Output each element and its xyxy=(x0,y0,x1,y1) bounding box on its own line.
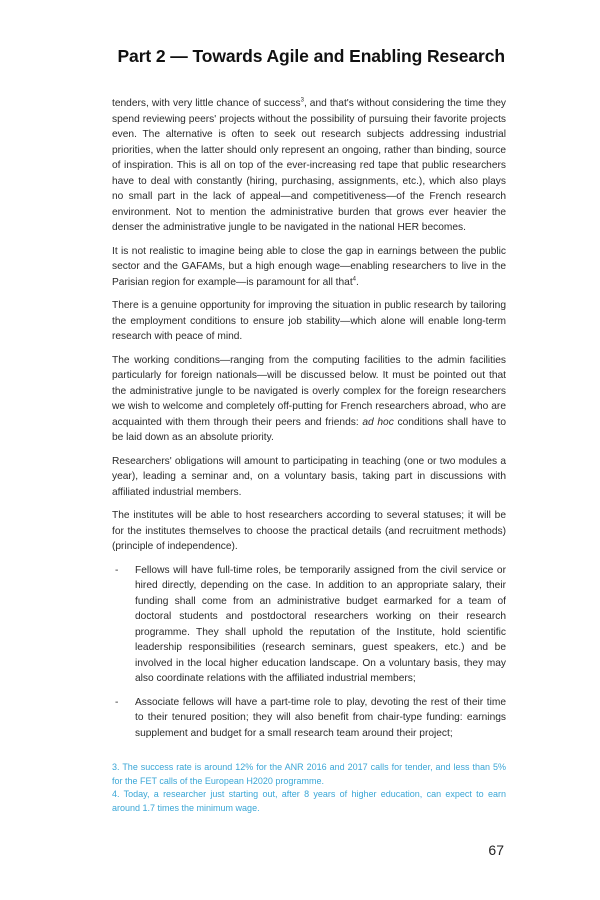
dash-bullet-icon: - xyxy=(115,696,119,708)
footnote-ref-4[interactable]: 4 xyxy=(352,276,356,283)
footnotes xyxy=(112,761,506,815)
footnote-3: 3. The success rate is around 12% for the ANR 2016 and 2017 calls for tender, and less than 5% for the FET calls of the European H2020 programme. xyxy=(112,762,506,786)
bullet-list xyxy=(112,563,506,742)
paragraph-2 xyxy=(112,244,506,291)
page-number: 67 xyxy=(488,842,504,858)
paragraph-3: There is a genuine opportunity for improving the situation in public research by tailoring the employment conditions to ensure job stability—which alone will enable long-term research with peace of mind. xyxy=(112,300,506,342)
dash-bullet-icon: - xyxy=(115,564,119,576)
paragraph-1 xyxy=(112,96,506,236)
bullet-text: Associate fellows will have a part-time role to play, devoting the rest of their time to their tenured position; they will also benefit from chair-type funding: earnings supplement and budget for a small research team around their project; xyxy=(135,696,506,739)
bullet-item-associate-fellows xyxy=(112,695,506,742)
paragraph-text: tenders, with very little chance of success xyxy=(112,98,301,109)
paragraph-text: . xyxy=(356,276,359,288)
body-text xyxy=(112,96,506,749)
paragraph-text: It is not realistic to imagine being able to close the gap in earnings between the public sector and the GAFAMs, but a high enough wage—enabling researchers to live in the Parisian region for example—is paramount for all that xyxy=(112,245,506,288)
bullet-item-fellows xyxy=(112,563,506,687)
paragraph-text: The working conditions—ranging from the computing facilities to the admin facilities particularly for foreign nationals—will be discussed below. It must be pointed out that the administrative jungle to be navigated is overly complex for the foreign researchers we wish to welcome and completely off-putting for French researchers abroad, who are acquainted with them through their peers and friends: xyxy=(112,354,506,428)
paragraph-text: , and that's without considering the time they spend reviewing peers' projects without the possibility of pursuing their favorite projects even. The alternative is often to seek out research subjects addressing industrial priorities, when the latter should only represent an ongoing, rather than binding, source of inspiration. This is all on top of the ever-increasing red tape that public researchers have to deal with constantly (hiring, purchasing, assignments, etc.), which also plays no small part in the lack of appeal—and competitiveness—of the French research environment. Not to mention the administrative burden that grows ever heavier the denser the administrative jungle to be navigated in the national HER becomes. xyxy=(112,98,507,233)
paragraph-5: Researchers' obligations will amount to participating in teaching (one or two modules a year), leading a seminar and, on a voluntary basis, taking part in discussions with affiliated industrial members. xyxy=(112,455,506,498)
paragraph-4 xyxy=(112,353,506,446)
page-header-title: Part 2 — Towards Agile and Enabling Research xyxy=(117,46,505,66)
footnote-4: 4. Today, a researcher just starting out, after 8 years of higher education, can expect to earn around 1.7 times the minimum wage. xyxy=(112,789,506,813)
footnote-ref-3[interactable]: 3 xyxy=(300,97,304,104)
paragraph-6: The institutes will be able to host researchers according to several statuses; it will be for the institutes themselves to choose the practical details (and recruitment methods) (principle of independence). xyxy=(112,510,506,552)
italic-text: ad hoc xyxy=(362,416,394,428)
bullet-text: Fellows will have full-time roles, be temporarily assigned from the civil service or hired directly, depending on the case. In addition to an appropriate salary, their funding shall come from an administrative budget earmarked for a team of doctoral students and postdoctoral researchers working on their research programme. They shall uphold the reputation of the Institute, hold scientific leadership responsibilities (research seminars, guest speakers, etc.) and be involved in the local higher education landscape. On a voluntary basis, they may also coordinate relations with the affiliated industrial members; xyxy=(135,564,506,684)
paragraph-text: conditions shall have to be laid down as an absolute priority. xyxy=(112,416,506,443)
